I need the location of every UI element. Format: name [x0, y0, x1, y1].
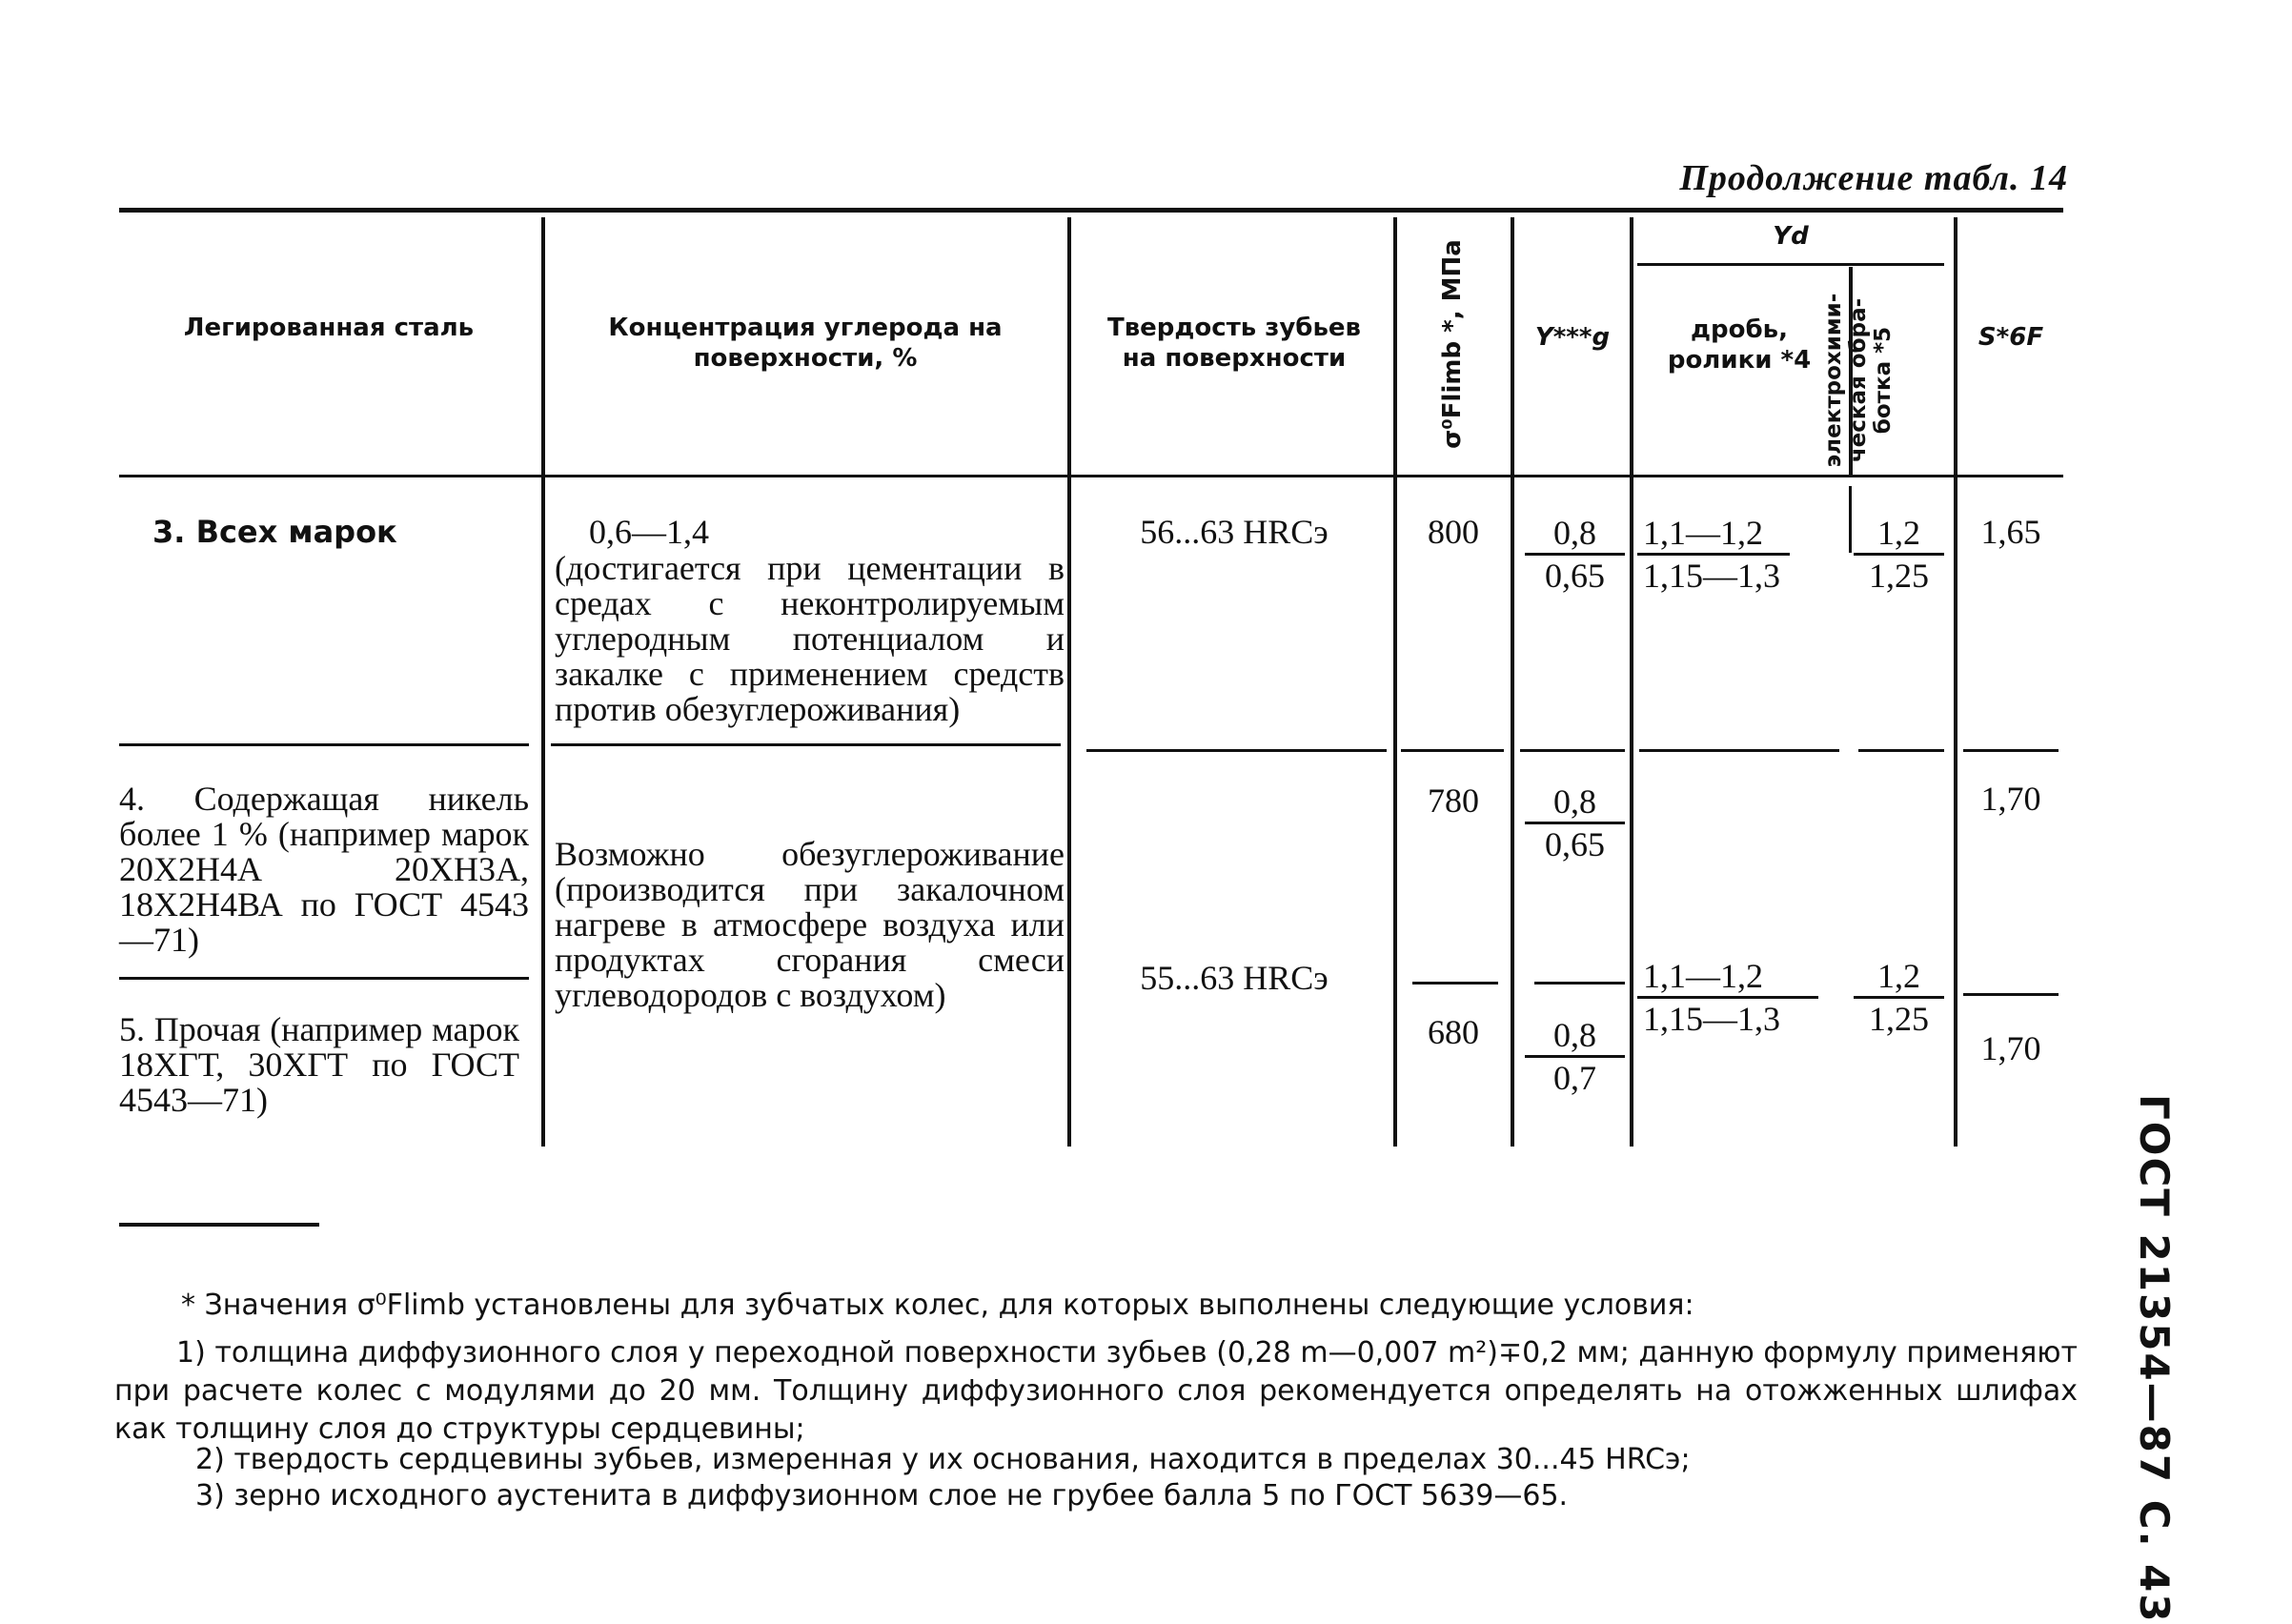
- note-2: 2) твердость сердцевины зубьев, измеренная у их основания, находится в пределах 30...45 HRCэ;: [195, 1443, 1691, 1476]
- footnote-divider: [119, 1223, 319, 1227]
- header-steel: Легированная сталь: [183, 314, 475, 342]
- row3-steel: 3. Всех марок: [152, 514, 397, 550]
- col-sep-5: [1630, 217, 1633, 1147]
- header-electro: электрохими-ческая обра-ботка *5: [1821, 293, 1896, 468]
- row3-el-bottom: 1,25: [1869, 557, 1929, 595]
- row4-sigma: 780: [1428, 782, 1479, 820]
- side-page-label: ГОСТ 21354—87 С. 43: [2131, 1094, 2178, 1624]
- row3-bottom-rule-shot: [1639, 749, 1839, 752]
- header-sigma: σ⁰Flimb *, МПа: [1438, 239, 1467, 449]
- row3-bottom-rule-steel: [119, 743, 529, 746]
- col-sep-4: [1511, 217, 1514, 1147]
- row3-shot-bottom: 1,15—1,3: [1643, 557, 1780, 595]
- row3-yg-top: 0,8: [1525, 513, 1625, 556]
- row3-bottom-rule-el: [1858, 749, 1944, 752]
- row5-steel: 5. Прочая (например марок 18ХГТ, 30ХГТ по ГОСТ 4543—71): [119, 1010, 519, 1119]
- row3-carbon-note: (достигается при цементации в средах с неконтролируемым углеродным потенциалом и закалке с применением средств против обезуглероживания): [555, 549, 1065, 728]
- header-yg: Y***g: [1534, 323, 1611, 352]
- row45-shot-fraction: [1637, 956, 1818, 1039]
- col-sep-3: [1393, 217, 1397, 1147]
- row4-yg-bottom: 0,65: [1545, 825, 1605, 863]
- row45-el-fraction: [1854, 956, 1944, 1039]
- col-sep-1: [541, 217, 545, 1147]
- row45-el-bottom: 1,25: [1869, 1000, 1929, 1038]
- row5-yg-bottom: 0,7: [1553, 1059, 1596, 1097]
- row45-el-top: 1,2: [1854, 956, 1944, 999]
- row3-shot-top: 1,1—1,2: [1637, 513, 1790, 556]
- row5-sf: 1,70: [1980, 1029, 2041, 1067]
- row3-yg-bottom: 0,65: [1545, 557, 1605, 595]
- row5-yg-fraction: [1525, 1015, 1625, 1098]
- row4-sf: 1,70: [1980, 780, 2041, 818]
- row3-sf: 1,65: [1980, 513, 2041, 551]
- header-bottom-rule: [119, 475, 2063, 477]
- header-hardness: Твердость зубьев на поверхности: [1106, 314, 1361, 373]
- table-top-rule: [119, 208, 2063, 213]
- row4-bottom-rule-sigma: [1412, 982, 1498, 985]
- note-3: 3) зерно исходного аустенита в диффузионном слое не грубее балла 5 по ГОСТ 5639—65.: [195, 1479, 1569, 1512]
- row3-bottom-rule-sf: [1963, 749, 2059, 752]
- row4-bottom-rule-steel: [119, 977, 529, 980]
- note-main: * Значения σ⁰Flimb установлены для зубчатых колес, для которых выполнены следующие условия:: [181, 1289, 1694, 1322]
- row4-bottom-rule-sf: [1963, 993, 2059, 996]
- header-shot: дробь, ролики *4: [1667, 315, 1812, 375]
- row45-shot-bottom: 1,15—1,3: [1643, 1000, 1780, 1038]
- yd-group-rule: [1637, 263, 1944, 266]
- row3-bottom-rule-hardness: [1086, 749, 1387, 752]
- row3-sigma: 800: [1428, 513, 1479, 551]
- row3-bottom-rule-sigma: [1401, 749, 1504, 752]
- row3-el-fraction: [1854, 513, 1944, 596]
- row5-yg-top: 0,8: [1525, 1015, 1625, 1058]
- row3-bottom-rule-yg: [1520, 749, 1625, 752]
- header-yd: Yd: [1773, 222, 1809, 251]
- row5-sigma: 680: [1428, 1013, 1479, 1051]
- row3-yg-fraction: [1525, 513, 1625, 596]
- row4-yg-fraction: [1525, 782, 1625, 864]
- col-sep-el: [1849, 486, 1852, 553]
- col-sep-7: [1954, 217, 1957, 1147]
- row4-bottom-rule-yg: [1534, 982, 1625, 985]
- header-sf: S*6F: [1978, 323, 2044, 352]
- row3-hardness: 56...63 HRCэ: [1140, 513, 1329, 551]
- row3-bottom-rule-carbon: [551, 743, 1061, 746]
- continuation-title: Продолжение табл. 14: [1679, 158, 2068, 198]
- row45-shot-top: 1,1—1,2: [1637, 956, 1818, 999]
- row3-shot-fraction: [1637, 513, 1790, 596]
- row4-steel: 4. Содержащая никель более 1 % (например марок 20Х2Н4А 20ХН3А, 18Х2Н4ВА по ГОСТ 4543—71): [119, 780, 529, 959]
- col-sep-2: [1067, 217, 1071, 1147]
- row45-carbon: Возможно обезуглероживание (производится при закалочном нагреве в атмосфере воздуха или продуктах сгорания смеси углеводородов с воздухом): [555, 835, 1065, 1014]
- row4-yg-top: 0,8: [1525, 782, 1625, 824]
- row45-hardness: 55...63 HRCэ: [1140, 959, 1329, 997]
- row3-carbon-value: 0,6—1,4: [589, 513, 709, 551]
- note-1: 1) толщина диффузионного слоя у переходной поверхности зубьев (0,28 m—0,007 m²)∓0,2 мм; данную формулу применяют при расчете колес с модулями до 20 мм. Толщину диффузионного слоя рекомендуется определять на отожженных шлифах как толщину слоя до структуры сердцевины;: [114, 1336, 2078, 1446]
- row3-el-top: 1,2: [1854, 513, 1944, 556]
- header-carbon: Концентрация углерода на поверхности, %: [608, 314, 1003, 373]
